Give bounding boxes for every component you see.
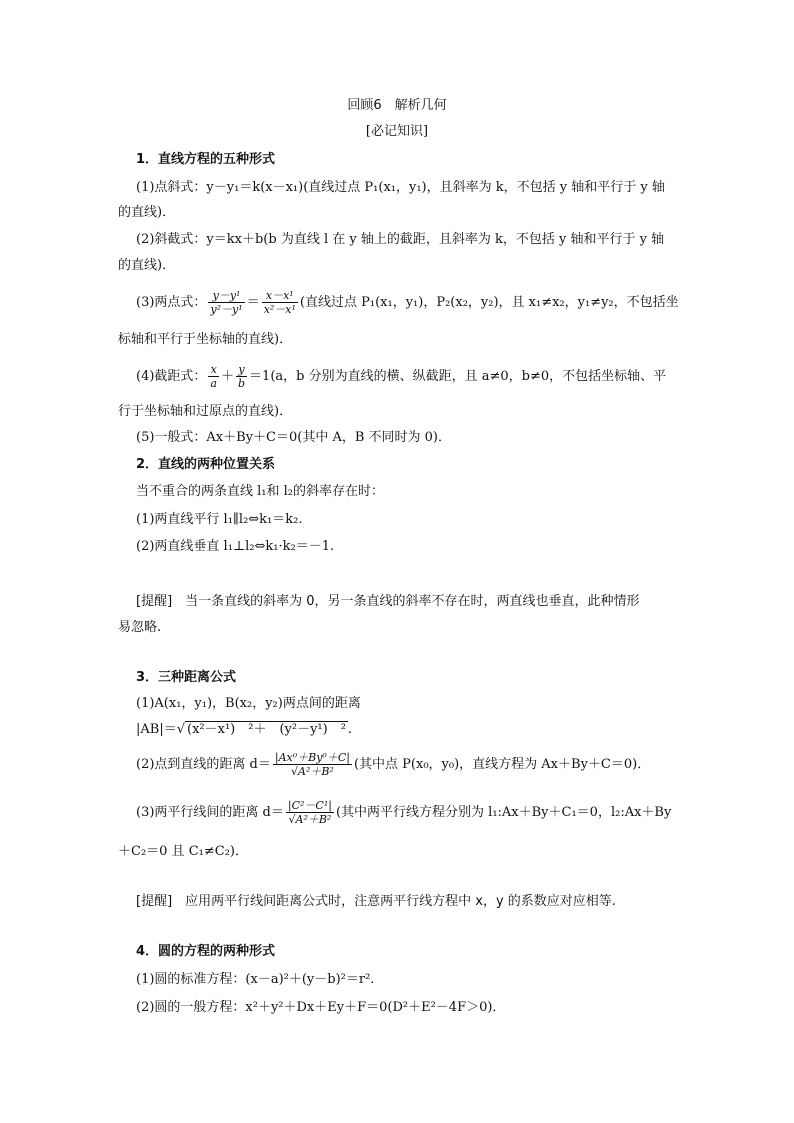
- section-4-heading: 4．圆的方程的两种形式: [136, 944, 276, 959]
- two-point-fraction-x: $\frac{\text{x－x¹}}{\text{x²－x¹}}$: [263, 289, 296, 316]
- s4-general-form: (2)圆的一般方程：x²＋y²＋Dx＋Ey＋F＝0(D²＋E²－4F＞0)．: [136, 1000, 506, 1015]
- parallel-lines-fraction: $\frac{\text{|C²－C¹|}}{\text{√A²＋B²}}$: [287, 799, 332, 826]
- s1-two-point-label: (3)两点式：: [136, 295, 207, 310]
- s1-intercept: (4)截距式： $\frac{x}{a}$ ＋ $\frac{y}{b}$ ＝1(a，b 分别为直线的横、纵截距，且 a≠0，b≠0，不包括坐标轴、平: [136, 363, 667, 390]
- page-title: 回顾6 解析几何: [347, 98, 447, 113]
- s1-point-slope-b: 的直线)．: [118, 205, 176, 220]
- s3-parallel-lines: (3)两平行线间的距离 d＝ $\frac{\text{|C²－C¹|}}{\text{√A²＋B²}}$ (其中两平行线方程分别为 l₁:Ax＋By＋C₁＝0，l₂:Ax＋By: [136, 799, 672, 826]
- s1-general-form: (5)一般式：Ax＋By＋C＝0(其中 A，B 不同时为 0)．: [136, 430, 452, 445]
- section-1-heading: 1．直线方程的五种形式: [136, 152, 276, 167]
- s2-perpendicular: (2)两直线垂直 l₁⊥l₂⇔k₁·k₂＝－1.: [136, 539, 335, 554]
- s3-parallel-lines-b: ＋C₂＝0 且 C₁≠C₂)．: [118, 844, 248, 859]
- s1-two-point-b: 标轴和平行于坐标轴的直线)．: [118, 332, 293, 347]
- two-point-fraction-y: $\frac{\text{y－y¹}}{\text{y²－y¹}}$: [210, 289, 243, 316]
- tip-1-b: 易忽略.: [118, 620, 162, 635]
- intercept-fraction-x: $\frac{x}{a}$: [210, 363, 217, 390]
- s3-point-line: (2)点到直线的距离 d＝ $\frac{\text{|Ax⁰＋By⁰＋C|}}{\text{√A²＋B²}}$ (其中点 P(x₀，y₀)，直线方程为 Ax＋By＋C＝0)．: [136, 751, 651, 778]
- section-2-heading: 2．直线的两种位置关系: [136, 457, 276, 472]
- s2-intro: 当不重合的两条直线 l₁和 l₂的斜率存在时：: [136, 484, 385, 499]
- tip-1-a: [提醒] 当一条直线的斜率为 0，另一条直线的斜率不存在时，两直线也垂直，此种情形: [136, 594, 640, 609]
- s1-slope-intercept-a: (2)斜截式：y＝kx＋b(b 为直线 l 在 y 轴上的截距，且斜率为 k，不包括 y 轴和平行于 y 轴: [136, 232, 665, 247]
- s1-point-slope-a: (1)点斜式：y－y₁＝k(x－x₁)(直线过点 P₁(x₁，y₁)，且斜率为 k，不包括 y 轴和平行于 y 轴: [136, 180, 665, 195]
- s4-standard-form: (1)圆的标准方程：(x－a)²＋(y－b)²＝r².: [136, 972, 375, 987]
- sqrt-expression: (x²－x¹) ²＋ (y²－y¹) ²: [187, 722, 346, 737]
- page-subtitle: [必记知识]: [365, 124, 429, 139]
- tip-2: [提醒] 应用两平行线间距离公式时，注意两平行线方程中 x，y 的系数应对应相等.: [136, 894, 616, 909]
- s1-two-point: (3)两点式： $\frac{\text{y－y¹}}{\text{y²－y¹}}$ ＝ $\frac{\text{x－x¹}}{\text{x²－x¹}}$ (直线过点 P₁(x₁，y₁)，P₂(x₂，y₂)，且 x₁≠x₂，y₁≠y₂，不包括坐: [136, 289, 679, 316]
- s1-intercept-b: 行于坐标轴和过原点的直线)．: [118, 404, 293, 419]
- s3-distance-formula: |AB|＝√ (x²－x¹) ²＋ (y²－y¹) ² .: [136, 722, 353, 737]
- section-3-heading: 3．三种距离公式: [136, 670, 237, 685]
- s3-two-points: (1)A(x₁，y₁)，B(x₂，y₂)两点间的距离: [136, 696, 361, 711]
- s1-slope-intercept-b: 的直线)．: [118, 258, 176, 273]
- intercept-fraction-y: $\frac{y}{b}$: [238, 363, 246, 390]
- s2-parallel: (1)两直线平行 l₁∥l₂⇔k₁＝k₂.: [136, 512, 303, 527]
- point-line-fraction: $\frac{\text{|Ax⁰＋By⁰＋C|}}{\text{√A²＋B²}}$: [274, 751, 350, 778]
